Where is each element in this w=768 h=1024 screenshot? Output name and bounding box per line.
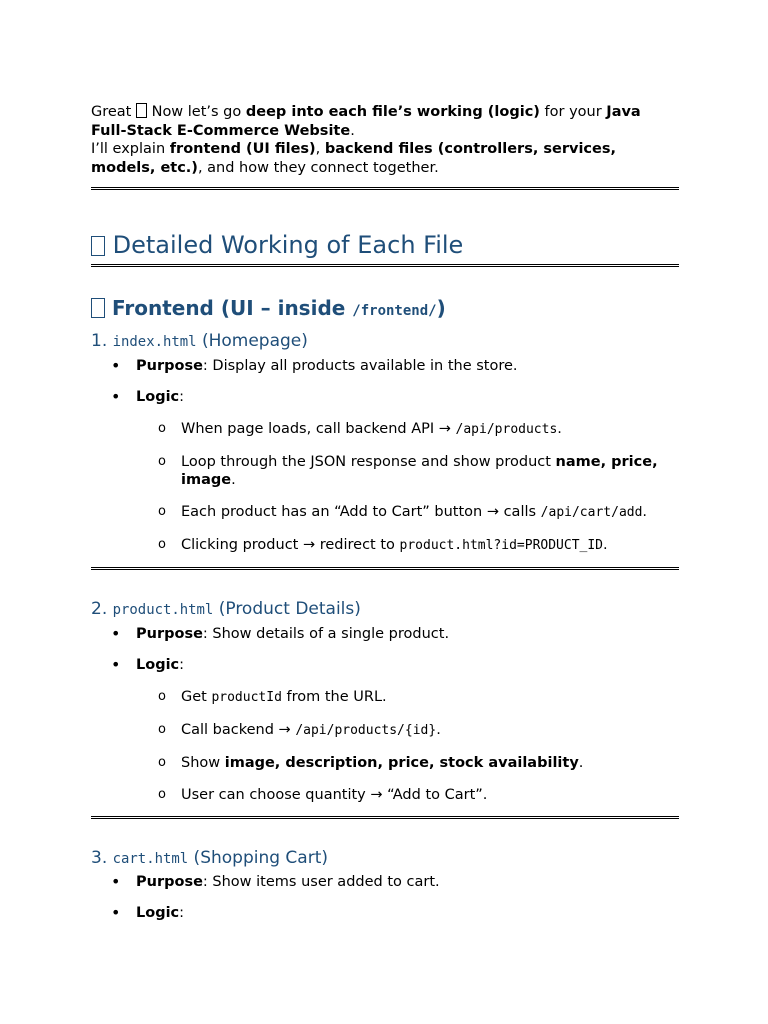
intro-bold: Java Full-Stack E-Commerce Website: [91, 104, 641, 139]
heading-frontend: [91, 295, 679, 324]
logic-sublist: [136, 420, 679, 555]
logic-sublist: [136, 688, 679, 804]
heading-text: Detailed Working of Each File: [112, 231, 464, 259]
list-item: [91, 786, 679, 804]
list-item: [91, 721, 679, 740]
missing-emoji-icon: [91, 298, 105, 318]
section-title: (Shopping Cart): [188, 848, 329, 868]
divider: [91, 264, 679, 267]
item-code: product.html?id=PRODUCT_ID: [399, 538, 604, 553]
list-item-logic: [91, 656, 679, 804]
intro-paragraph-2: [91, 140, 679, 177]
purpose-text: : Display all products available in the store.: [202, 358, 518, 374]
item-text: Each product has an “Add to Cart” button → calls: [181, 504, 541, 520]
logic-colon: :: [179, 389, 185, 405]
list-item-logic: [91, 904, 679, 922]
list-item-purpose: [91, 873, 679, 891]
item-text: Call backend →: [181, 722, 296, 738]
section-number: 2.: [91, 599, 113, 619]
section-heading-product: [91, 598, 679, 621]
heading-text: ): [436, 296, 446, 320]
list-item: [91, 754, 679, 772]
section-heading-cart: [91, 847, 679, 870]
divider: [91, 816, 679, 819]
item-text: .: [231, 472, 236, 488]
intro-text: , and how they connect together.: [197, 159, 439, 176]
item-code: /api/products: [455, 422, 558, 437]
intro-text: Now let’s go: [146, 104, 246, 120]
logic-colon: :: [179, 905, 185, 921]
section-code: cart.html: [112, 851, 189, 867]
divider: [91, 187, 679, 190]
intro-paragraph-1: [91, 103, 679, 140]
item-code: /api/cart/add: [540, 505, 643, 520]
item-text: .: [603, 537, 608, 553]
list-item-logic: [91, 388, 679, 555]
section-3-list: [91, 873, 679, 935]
item-text: .: [578, 755, 584, 771]
section-code: index.html: [112, 334, 197, 350]
intro-bold: backend files (controllers, services, models, etc.): [91, 141, 616, 176]
intro-text: .: [350, 122, 355, 139]
section-code: product.html: [112, 602, 214, 618]
section-1-list: [91, 357, 679, 569]
item-text: Loop through the JSON response and show product: [181, 454, 556, 470]
section-heading-index: [91, 330, 679, 353]
purpose-label: Purpose: [136, 874, 203, 890]
item-code: /api/products/{id}: [295, 723, 437, 738]
item-code: productId: [211, 690, 282, 705]
item-bold: name, price, image: [181, 454, 658, 488]
list-item: [91, 688, 679, 707]
item-text: .: [557, 421, 562, 437]
list-item-purpose: [91, 625, 679, 643]
logic-label: Logic: [136, 905, 180, 921]
missing-emoji-icon: [136, 103, 147, 118]
intro-text: for your: [539, 104, 607, 120]
logic-label: Logic: [136, 657, 180, 673]
item-text: from the URL.: [281, 689, 387, 705]
intro-text: Great: [91, 104, 136, 120]
purpose-text: : Show items user added to cart.: [202, 874, 440, 890]
list-item: [91, 503, 679, 522]
intro-bold: frontend (UI files): [169, 141, 316, 157]
list-item: [91, 536, 679, 555]
section-number: 3.: [91, 848, 113, 868]
item-text: Clicking product → redirect to: [181, 537, 400, 553]
item-bold: image, description, price, stock availability: [224, 755, 579, 771]
list-item-purpose: [91, 357, 679, 375]
heading-code: /frontend/: [352, 303, 437, 319]
list-item: [91, 420, 679, 439]
section-number: 1.: [91, 331, 113, 351]
section-2-list: [91, 625, 679, 818]
missing-emoji-icon: [91, 236, 105, 256]
item-text: .: [642, 504, 648, 520]
intro-text: ,: [315, 141, 325, 157]
item-text: Show: [181, 755, 225, 771]
purpose-label: Purpose: [136, 358, 203, 374]
purpose-label: Purpose: [136, 626, 203, 642]
section-title: (Product Details): [213, 599, 361, 619]
list-item: [91, 453, 679, 489]
item-text: Get: [181, 689, 212, 705]
heading-text: Frontend (UI – inside: [111, 296, 353, 320]
section-title: (Homepage): [196, 331, 308, 351]
intro-bold: deep into each file’s working (logic): [245, 104, 540, 120]
item-text: .: [436, 722, 441, 738]
logic-colon: :: [179, 657, 185, 673]
item-text: User can choose quantity → “Add to Cart”.: [181, 787, 488, 803]
purpose-text: : Show details of a single product.: [202, 626, 450, 642]
item-text: When page loads, call backend API →: [181, 421, 456, 437]
intro-text: I’ll explain: [91, 141, 170, 157]
logic-label: Logic: [136, 389, 180, 405]
heading-detailed-working: [91, 230, 679, 260]
divider: [91, 567, 679, 570]
